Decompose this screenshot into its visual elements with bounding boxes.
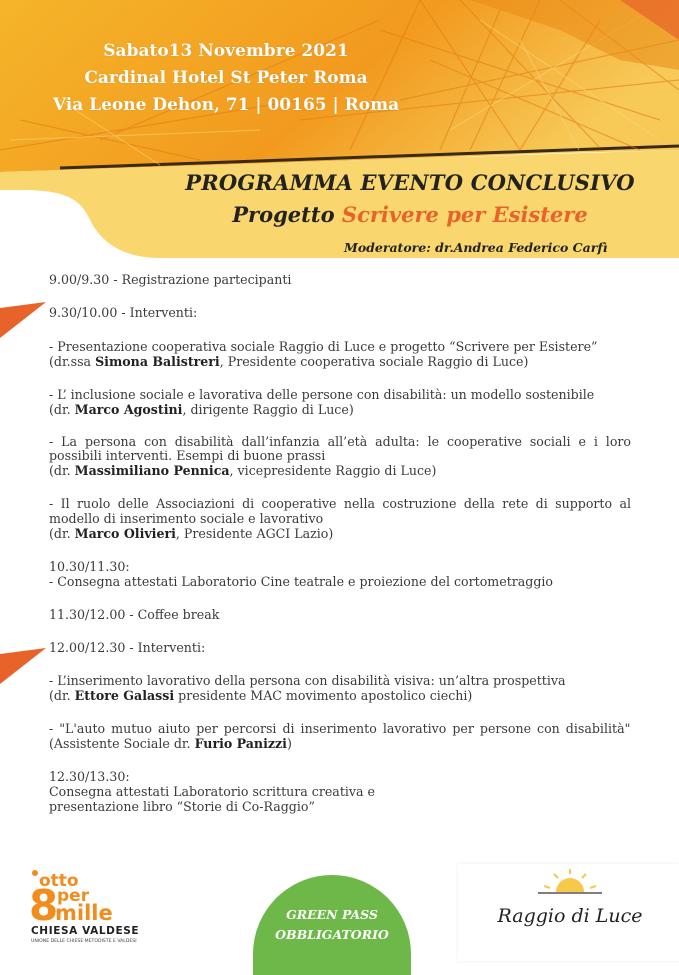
talk3-title: - La persona con disabilità dall’infanzia all’età adulta: le cooperative sociali e i loro possibili interventi. Esempi di buone prassi xyxy=(49,434,631,463)
green-pass-line2: OBBLIGATORIO xyxy=(275,927,389,942)
project-prefix: Progetto xyxy=(232,202,335,227)
sun-icon xyxy=(538,869,602,893)
talk5-title: - L’inserimento lavorativo della persona con disabilità visiva: un’altra prospettiva xyxy=(49,673,566,688)
logo-per: per xyxy=(57,886,90,906)
raggio-logo-text: Raggio di Luce xyxy=(497,905,643,927)
green-pass-badge xyxy=(253,875,411,975)
green-pass-line1: GREEN PASS xyxy=(286,907,378,922)
registration-line: 9.00/9.30 - Registrazione partecipanti xyxy=(49,272,292,287)
certificates-time: 10.30/11.30: xyxy=(49,559,130,574)
event-info xyxy=(36,38,416,119)
certificates-text: - Consegna attestati Laboratorio Cine teatrale e proiezione del cortometraggio xyxy=(49,574,554,589)
speaker-name: Marco Olivieri xyxy=(74,526,176,541)
project-name: Scrivere per Esistere xyxy=(341,202,588,227)
event-date: Sabato13 Novembre 2021 xyxy=(103,41,349,61)
talk1-title: - Presentazione cooperativa sociale Raggio di Luce e progetto “Scrivere per Esistere” xyxy=(49,339,598,354)
closing-time: 12.30/13.30: xyxy=(49,769,130,784)
event-venue: Cardinal Hotel St Peter Roma xyxy=(84,68,368,88)
ottopermille-logo xyxy=(30,868,155,943)
program-schedule xyxy=(49,272,631,814)
talk4-title: - Il ruolo delle Associazioni di cooperative nella costruzione della rete di supporto al modello di inserimento sociale e lavorativo xyxy=(49,496,631,526)
logo-mille: mille xyxy=(55,901,113,925)
talk4-speaker: (dr. Marco Olivieri, Presidente AGCI Lazio) xyxy=(49,526,334,541)
talk2-title: - L’ inclusione sociale e lavorativa delle persone con disabilità: un modello sostenibile xyxy=(49,387,595,402)
talk5-speaker: (dr. Ettore Galassi presidente MAC movimento apostolico ciechi) xyxy=(49,688,473,703)
block2-time: 12.00/12.30 - Interventi: xyxy=(49,640,206,655)
speaker-name: Marco Agostini xyxy=(74,402,183,417)
talk1-speaker: (dr.ssa Simona Balistreri, Presidente cooperativa sociale Raggio di Luce) xyxy=(49,354,529,369)
moderator: Moderatore: dr.Andrea Federico Carfì xyxy=(344,240,608,255)
arrow-marker-icon xyxy=(0,646,48,686)
logo-union: UNIONE DELLE CHIESE METODISTE E VALDESI xyxy=(31,939,137,943)
raggio-di-luce-logo xyxy=(458,864,679,961)
talk6-title: - "L'auto mutuo aiuto per percorsi di inserimento lavorativo per persone con disabilità" xyxy=(49,721,631,736)
logo-church: CHIESA VALDESE xyxy=(31,925,140,937)
block1-time: 9.30/10.00 - Interventi: xyxy=(49,305,198,320)
coffee-break: 11.30/12.00 - Coffee break xyxy=(49,607,220,622)
speaker-name: Massimiliano Pennica xyxy=(74,463,230,478)
program-title: PROGRAMMA EVENTO CONCLUSIVO xyxy=(185,170,635,195)
closing-line1: Consegna attestati Laboratorio scrittura creativa e xyxy=(49,784,375,799)
speaker-name: Simona Balistreri xyxy=(95,354,220,369)
talk3-speaker: (dr. Massimiliano Pennica, vicepresidente Raggio di Luce) xyxy=(49,463,437,478)
logo-eight: 8 xyxy=(30,881,59,930)
event-address: Via Leone Dehon, 71 | 00165 | Roma xyxy=(52,95,400,115)
arrow-marker-icon xyxy=(0,300,48,340)
speaker-name: Ettore Galassi xyxy=(74,688,175,703)
talk2-speaker: (dr. Marco Agostini, dirigente Raggio di Luce) xyxy=(49,402,354,417)
closing-line2: presentazione libro “Storie di Co-Raggio” xyxy=(49,799,315,814)
logo-otto: otto xyxy=(39,871,79,891)
talk6-speaker: (Assistente Sociale dr. Furio Panizzi) xyxy=(49,736,292,751)
speaker-name: Furio Panizzi xyxy=(194,736,287,751)
project-title xyxy=(150,202,670,227)
